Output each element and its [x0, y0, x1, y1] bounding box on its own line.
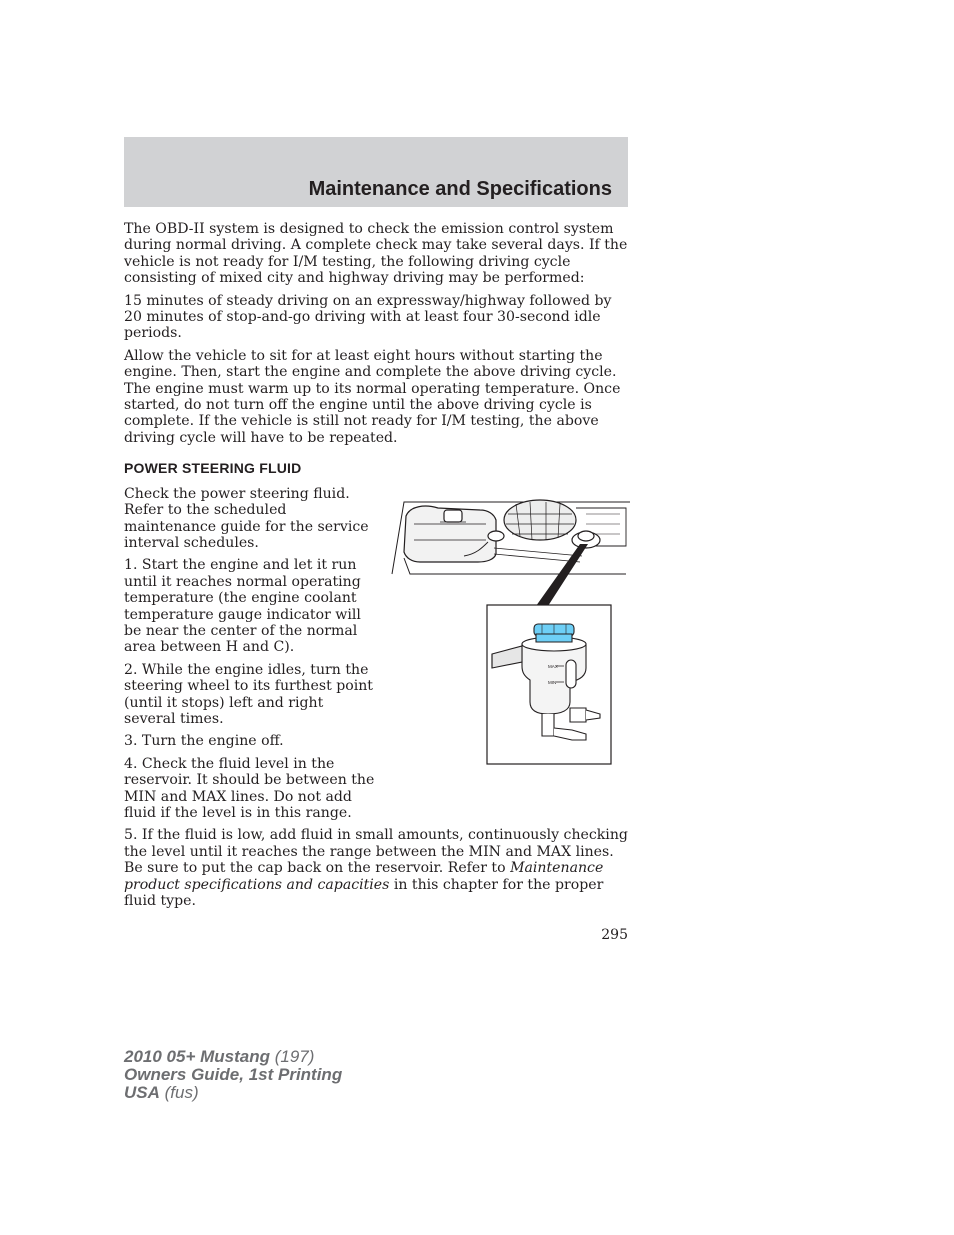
step-5 — [124, 827, 628, 909]
step-5-text: 5. If the fluid is low, add fluid in small amounts, continuously checking the level until it reaches the range between the MIN and MAX lines. Be sure to put the cap back on the reservoir. Refer to — [124, 827, 628, 877]
footer-market-code: (fus) — [159, 1083, 199, 1102]
footer-model: 2010 05+ Mustang — [124, 1047, 270, 1066]
intro-paragraph-2: 15 minutes of steady driving on an expressway/highway followed by 20 minutes of stop-and-go driving with at least four 30-second idle periods. — [124, 292, 612, 342]
step-4: 4. Check the fluid level in the reservoir. It should be between the MIN and MAX lines. Do not add fluid if the level is in this range. — [124, 755, 375, 821]
footer-model-code: (197) — [270, 1047, 315, 1066]
power-steering-heading: POWER STEERING FLUID — [124, 460, 302, 477]
section-title: Maintenance and Specifications — [308, 178, 612, 200]
min-line-label: MIN — [548, 680, 557, 685]
step-1: 1. Start the engine and let it run until it reaches normal operating temperature (the engine coolant temperature gauge indicator will be near the center of the normal area between H and C). — [124, 557, 361, 656]
print-footer — [124, 1048, 342, 1102]
max-line-label: MAX — [548, 664, 558, 669]
step-5-text-end: in this chapter for the proper fluid type. — [124, 876, 604, 910]
footer-line-1 — [124, 1048, 342, 1066]
intro-paragraph-1: The OBD-II system is designed to check the emission control system during normal driving. A complete check may take several days. If the vehicle is not ready for I/M testing, the following driving cycle consisting of mixed city and highway driving may be performed: — [124, 221, 628, 287]
step-5-reference: Maintenance product specifications and capacities — [124, 860, 604, 893]
power-steering-reservoir-illustration — [390, 496, 630, 766]
check-paragraph: Check the power steering fluid. Refer to the scheduled maintenance guide for the service interval schedules. — [124, 485, 369, 551]
section-header-band — [124, 137, 628, 207]
footer-line-3 — [124, 1084, 342, 1102]
footer-market: USA — [124, 1083, 160, 1102]
footer-line-2: Owners Guide, 1st Printing — [124, 1065, 343, 1084]
intro-paragraph-3: Allow the vehicle to sit for at least eight hours without starting the engine. Then, start the engine and complete the above driving cycle. The engine must warm up to its normal operating temperature. Once started, do not turn off the engine until the above driving cycle is complete. If the vehicle is still not ready for I/M testing, the above driving cycle will have to be repeated. — [124, 347, 621, 446]
page-number: 295 — [601, 927, 628, 943]
step-3: 3. Turn the engine off. — [124, 733, 284, 750]
step-2: 2. While the engine idles, turn the steering wheel to its furthest point (until it stops) left and right several times. — [124, 661, 373, 727]
